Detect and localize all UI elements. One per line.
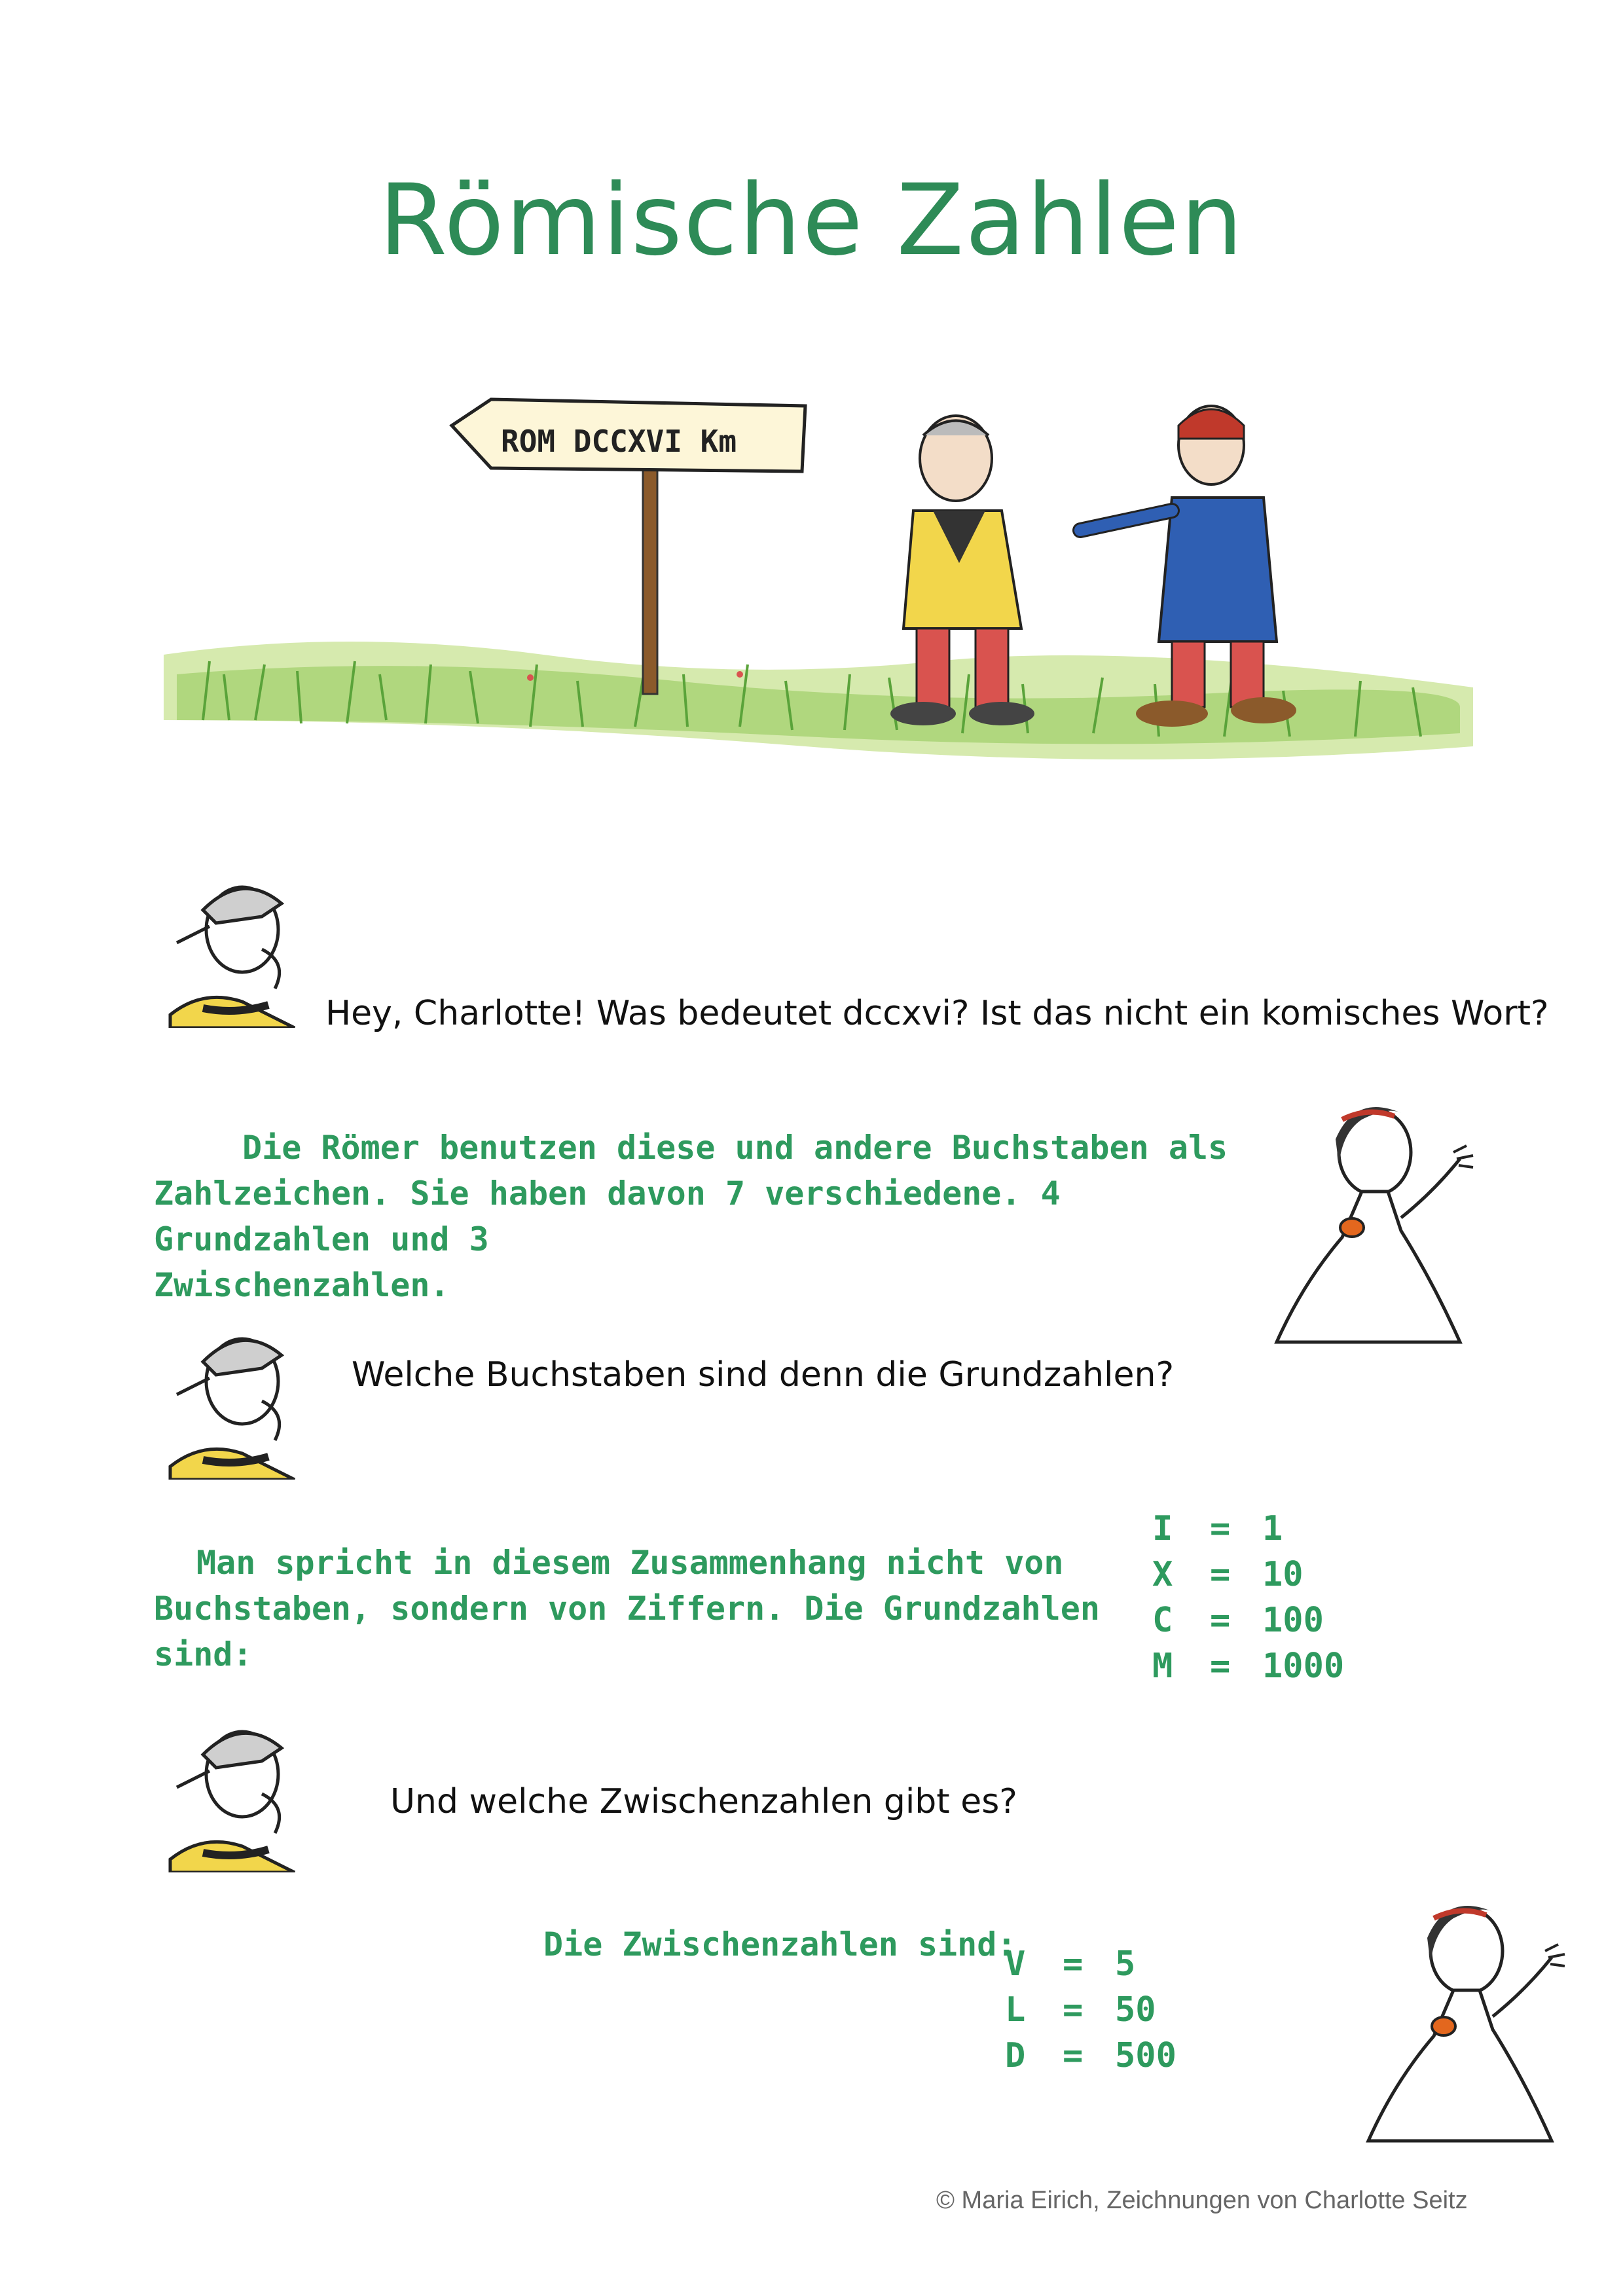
woman-avatar-icon xyxy=(1264,1087,1486,1349)
numeral-symbol: D xyxy=(1005,2036,1026,2075)
question-1-text: Hey, Charlotte! Was bedeutet dccxvi? Ist das nicht ein komisches Wort? xyxy=(325,994,1549,1033)
answer-1-line-1: Die Römer benutzen diese und andere Buchstaben als xyxy=(242,1129,1228,1167)
numeral-value: 5 xyxy=(1115,1944,1136,1984)
equals-sign: = xyxy=(1210,1647,1231,1686)
equals-sign: = xyxy=(1063,2036,1084,2075)
numeral-value: 1 xyxy=(1262,1509,1283,1548)
numeral-symbol: C xyxy=(1152,1601,1173,1640)
numeral-symbol: I xyxy=(1152,1509,1173,1548)
question-2-text: Welche Buchstaben sind denn die Grundzahlen? xyxy=(352,1355,1175,1394)
numeral-symbol: V xyxy=(1005,1944,1026,1984)
footer-copyright: © Maria Eirich, Zeichnungen von Charlotte Seitz xyxy=(936,2187,1468,2214)
table-row xyxy=(1152,1647,1375,1692)
man-avatar-icon xyxy=(164,851,314,1028)
answer-2-line-1: Man spricht in diesem Zusammenhang nicht von xyxy=(196,1544,1064,1582)
table-row xyxy=(1152,1555,1375,1601)
sign-text: ROM DCCXVI Km xyxy=(501,424,737,459)
question-3-text: Und welche Zwischenzahlen gibt es? xyxy=(390,1782,1017,1821)
numeral-value: 50 xyxy=(1115,1990,1156,2030)
numeral-symbol: L xyxy=(1005,1990,1026,2030)
numeral-value: 500 xyxy=(1115,2036,1176,2075)
signpost-illustration xyxy=(452,399,805,694)
numeral-value: 1000 xyxy=(1262,1647,1345,1686)
table-row xyxy=(1152,1601,1375,1647)
equals-sign: = xyxy=(1210,1555,1231,1594)
numeral-symbol: M xyxy=(1152,1647,1173,1686)
page-title: Römische Zahlen xyxy=(378,164,1245,278)
woman-avatar-icon xyxy=(1355,1886,1578,2147)
zwischenzahlen-table xyxy=(1005,1944,1201,2082)
man-avatar-icon xyxy=(164,1696,314,1872)
equals-sign: = xyxy=(1210,1509,1231,1548)
answer-3-text: Die Zwischenzahlen sind: xyxy=(543,1925,1017,1963)
equals-sign: = xyxy=(1063,1944,1084,1984)
answer-1-line-3: Zwischenzahlen. xyxy=(154,1266,450,1304)
table-row xyxy=(1005,2036,1201,2082)
table-row xyxy=(1152,1509,1375,1555)
equals-sign: = xyxy=(1063,1990,1084,2030)
numeral-value: 10 xyxy=(1262,1555,1304,1594)
hero-illustration xyxy=(151,380,1493,825)
answer-2-line-2: Buchstaben, sondern von Ziffern. Die Grundzahlen sind: xyxy=(154,1590,1100,1673)
answer-2-block xyxy=(154,1540,1103,1677)
answer-1-block xyxy=(154,1125,1267,1308)
table-row xyxy=(1005,1990,1201,2036)
equals-sign: = xyxy=(1210,1601,1231,1640)
numeral-symbol: X xyxy=(1152,1555,1173,1594)
answer-1-line-2: Zahlzeichen. Sie haben davon 7 verschiedene. 4 Grundzahlen und 3 xyxy=(154,1175,1061,1258)
numeral-value: 100 xyxy=(1262,1601,1324,1640)
table-row xyxy=(1005,1944,1201,1990)
man-avatar-icon xyxy=(164,1303,314,1480)
grundzahlen-table xyxy=(1152,1509,1375,1692)
